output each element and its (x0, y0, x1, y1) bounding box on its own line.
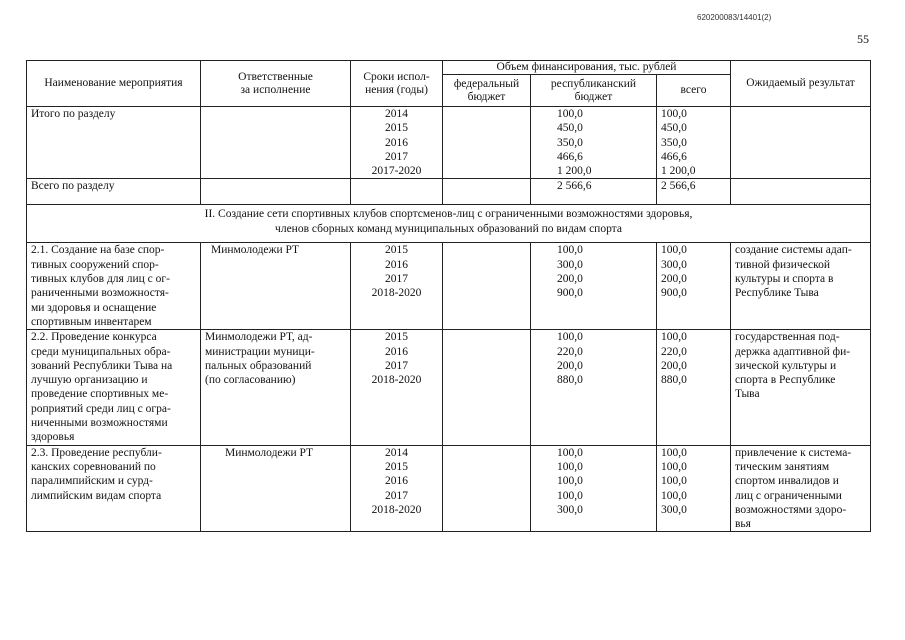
years-cell: 2014 2015 2016 2017 2018-2020 (351, 445, 443, 532)
table-row (27, 445, 871, 532)
row-name: 2.3. Проведение республи- канских соревнований по паралимпийским и сурд- лимпийским видам спорта (27, 445, 201, 532)
total-cell: 100,0 100,0 100,0 100,0 300,0 (657, 445, 731, 532)
total-cell: 100,0 300,0 200,0 900,0 (657, 243, 731, 330)
responsible-cell: Минмолодежи РТ (201, 445, 351, 532)
republican-cell: 100,0 450,0 350,0 466,6 1 200,0 (531, 107, 657, 179)
table-row (27, 330, 871, 445)
document-id: 620200083/14401(2) (697, 13, 772, 22)
responsible-cell: Минмолодежи РТ, ад- министрации муници- пальных образований (по согласованию) (201, 330, 351, 445)
republican-cell: 2 566,6 (531, 179, 657, 205)
republican-cell: 100,0 100,0 100,0 100,0 300,0 (531, 445, 657, 532)
header-responsible: Ответственные за исполнение (201, 61, 351, 107)
header-federal: федеральный бюджет (443, 75, 531, 107)
section-header-row (27, 205, 871, 243)
row-name: 2.2. Проведение конкурса среди муниципальных обра- зований Республики Тыва на лучшую организацию и проведение спортивных ме- роприятий среди лиц с огра- ниченными возможностями здоровья (27, 330, 201, 445)
total-cell: 100,0 220,0 200,0 880,0 (657, 330, 731, 445)
table-row-vsego (27, 179, 871, 205)
row-name: Всего по разделу (27, 179, 201, 205)
years-cell: 2015 2016 2017 2018-2020 (351, 330, 443, 445)
result-cell: государственная под- держка адаптивной фи- зической культуры и спорта в Республике Тыва (731, 330, 871, 445)
row-name: Итого по разделу (27, 107, 201, 179)
table-row (27, 243, 871, 330)
header-name: Наименование мероприятия (27, 61, 201, 107)
republican-cell: 100,0 300,0 200,0 900,0 (531, 243, 657, 330)
header-total: всего (657, 75, 731, 107)
years-cell: 2015 2016 2017 2018-2020 (351, 243, 443, 330)
header-terms: Сроки испол- нения (годы) (351, 61, 443, 107)
financing-table (26, 60, 871, 532)
row-name: 2.1. Создание на базе спор- тивных сооружений спор- тивных клубов для лиц с ог- раниченными возможностя- ми здоровья и оснащение спортивным инвентарем (27, 243, 201, 330)
page-number: 55 (857, 32, 869, 46)
table-row-itogo (27, 107, 871, 179)
section-title: II. Создание сети спортивных клубов спортсменов-лиц с ограниченными возможностями здоровья, членов сборных команд муниципальных образований по видам спорта (27, 205, 871, 243)
years-cell: 2014 2015 2016 2017 2017-2020 (351, 107, 443, 179)
republican-cell: 100,0 220,0 200,0 880,0 (531, 330, 657, 445)
header-result: Ожидаемый результат (731, 61, 871, 107)
responsible-cell: Минмолодежи РТ (201, 243, 351, 330)
total-cell: 2 566,6 (657, 179, 731, 205)
total-cell: 100,0 450,0 350,0 466,6 1 200,0 (657, 107, 731, 179)
result-cell: привлечение к система- тическим занятиям спортом инвалидов и лиц с ограниченными возможностями здоро- вья (731, 445, 871, 532)
header-republican: республиканский бюджет (531, 75, 657, 107)
header-financing: Объем финансирования, тыс. рублей (443, 61, 731, 75)
result-cell: создание системы адап- тивной физической культуры и спорта в Республике Тыва (731, 243, 871, 330)
